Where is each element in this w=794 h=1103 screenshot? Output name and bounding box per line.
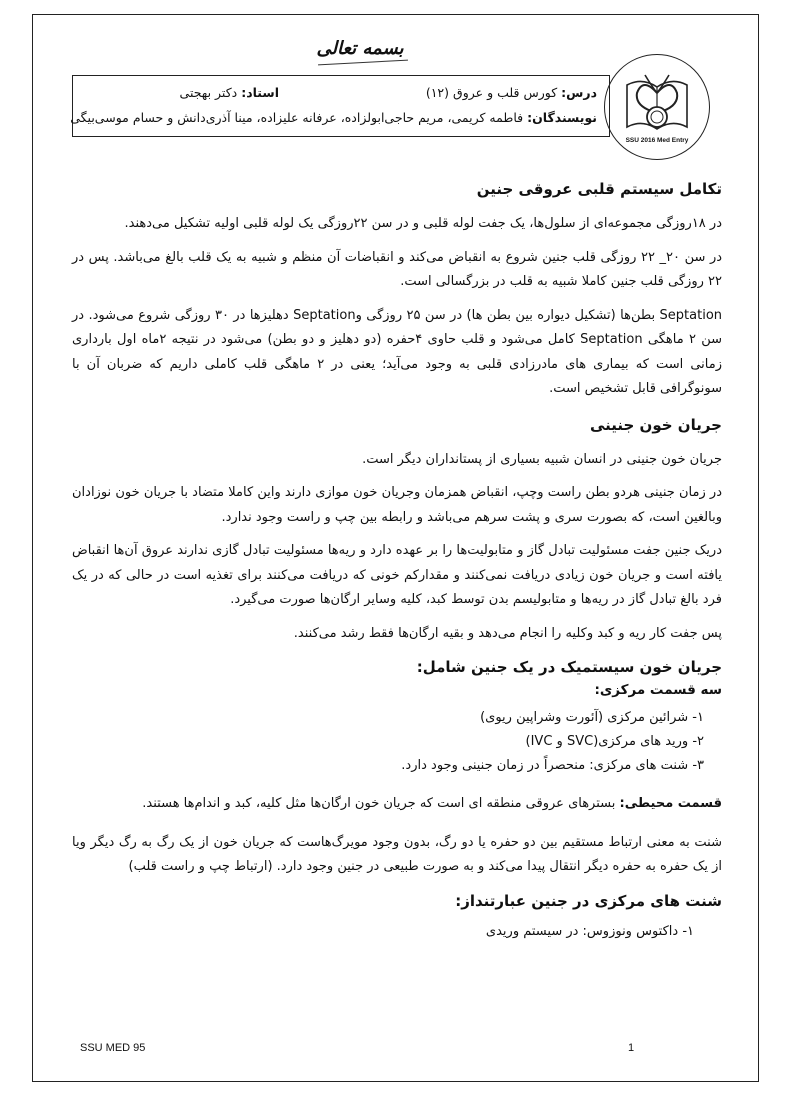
course-info-box	[72, 75, 610, 137]
bismillah-heading: بسمه تعالی	[316, 38, 404, 59]
list-item: ۲- ورید های مرکزی(SVC و IVC)	[525, 734, 704, 749]
paragraph: Septation بطن‌ها (تشکیل دیواره بین بطن ها) در سن ۲۵ روزگی وSeptation دهلیزها در ۳۰ روزگی شروع می‌شود. در سن ۲ ماهگی Septation کامل می‌شود و قلب حاوی ۴حفره (دو دهلیز و دو بطن) می‌شود در نتیجه ۲ماه اول بارداری زمانی است که بیماری های مادرزادی قلبی به وجود می‌آید؛ یعنی در ۲ ماهگی قلب کاملی داریم که ضربان آن با سونوگرافی قابل تشخیص است.	[72, 307, 723, 396]
course-label: درس:	[561, 85, 597, 100]
subsection-title-central: سه قسمت مرکزی:	[594, 682, 722, 698]
section-title-fetal-circulation: جریان خون جنینی	[589, 415, 722, 434]
paragraph: در ۱۸روزگی مجموعه‌ای از سلول‌ها، یک جفت لوله قلبی و در سن ۲۲روزگی یک لوله قلبی اولیه تشکیل می‌دهند.	[124, 216, 722, 231]
paragraph: شنت به معنی ارتباط مستقیم بین دو حفره یا دو رگ، بدون وجود مویرگ‌هاست که جریان خون از یک رگ به رگ دیگر ویا از یک حفره به حفره دیگر انتقال پیدا می‌کند و به صورت طبیعی در جنین وجود دارد. (ارتباط چپ و راست قلب)	[72, 834, 722, 874]
authors-line	[70, 110, 597, 125]
university-logo	[604, 54, 710, 160]
document-body	[72, 180, 722, 939]
paragraph: پس جفت کار ریه و کبد وکلیه را انجام می‌دهد و بقیه ارگان‌ها فقط رشد می‌کنند.	[293, 625, 722, 641]
peripheral-paragraph	[72, 792, 722, 817]
teacher-value: دکتر بهجتی	[179, 85, 238, 100]
peripheral-text: بسترهای عروقی منطقه ای است که جریان خون ارگان‌ها مثل کلیه، کبد و اندام‌ها هستند.	[142, 796, 620, 811]
central-parts-list	[72, 706, 722, 778]
section-title-systemic-circulation: جریان خون سیستمیک در یک جنین شامل:	[416, 658, 722, 676]
paragraph: در سن ۲۰_ ۲۲ روزگی قلب جنین شروع به انقباض می‌کند و انقباضات آن منظم و شبیه به یک قلب بالغ می‌باشد. پس در ۲۲ روزگی قلب جنین کاملا شبیه به قلب در بزرگسالی است.	[72, 249, 723, 289]
peripheral-label: قسمت محیطی:	[619, 796, 722, 811]
paragraph: جریان خون جنینی در انسان شبیه بسیاری از پستانداران دیگر است.	[362, 451, 722, 467]
course-line	[426, 85, 597, 100]
authors-value: فاطمه کریمی، مریم حاجی‌ابولزاده، عرفانه علیزاده، مینا آذری‌دانش و حسام موسی‌بیگی	[70, 110, 524, 125]
logo-caption: SSU 2016 Med Entry	[625, 137, 689, 144]
list-item: ۳- شنت های مرکزی: منحصراً در زمان جنینی وجود دارد.	[401, 758, 704, 773]
course-value: کورس قلب و عروق (۱۲)	[425, 85, 558, 100]
list-item: ۱- شرائین مرکزی (آئورت وشراپین ریوی)	[480, 710, 704, 725]
page-number: 1	[628, 1042, 635, 1054]
authors-label: نویسندگان:	[527, 110, 597, 125]
paragraph: دریک جنین جفت مسئولیت تبادل گاز و متابولیت‌ها را بر عهده دارد و ریه‌ها مسئولیت تبادل گازی ندارند عروق آن‌ها انقباض یافته است و جریان خون زیادی دریافت نمی‌کنند و مقدارکم خونی که دریافت می‌کنند برای تغذیه است در حالی که در یک فرد بالغ تبادل گاز در ریه‌ها و متابولیسم بدن توسط کبد، کلیه وسایر ارگان‌ها صورت می‌گیرد.	[72, 543, 722, 607]
shunt-item: ۱- داکتوس ونوزوس: در سیستم وریدی	[485, 923, 694, 939]
paragraph: در زمان جنینی هردو بطن راست وچپ، انقباض همزمان وجریان خون موازی دارند واین کاملا متضاد با جریان خون نوزادان وبالغین است، که بصورت سری و پشت سرهم می‌باشد و رابطه بین چپ و راست وجود ندارد.	[72, 485, 722, 525]
teacher-line	[180, 85, 279, 100]
section-title-central-shunts: شنت های مرکزی در جنین عبارتنداز:	[455, 891, 722, 910]
teacher-label: استاد:	[241, 85, 279, 100]
footer-label: SSU MED 95	[80, 1042, 146, 1054]
section-title-development: تکامل سیستم قلبی عروقی جنین	[476, 180, 722, 198]
